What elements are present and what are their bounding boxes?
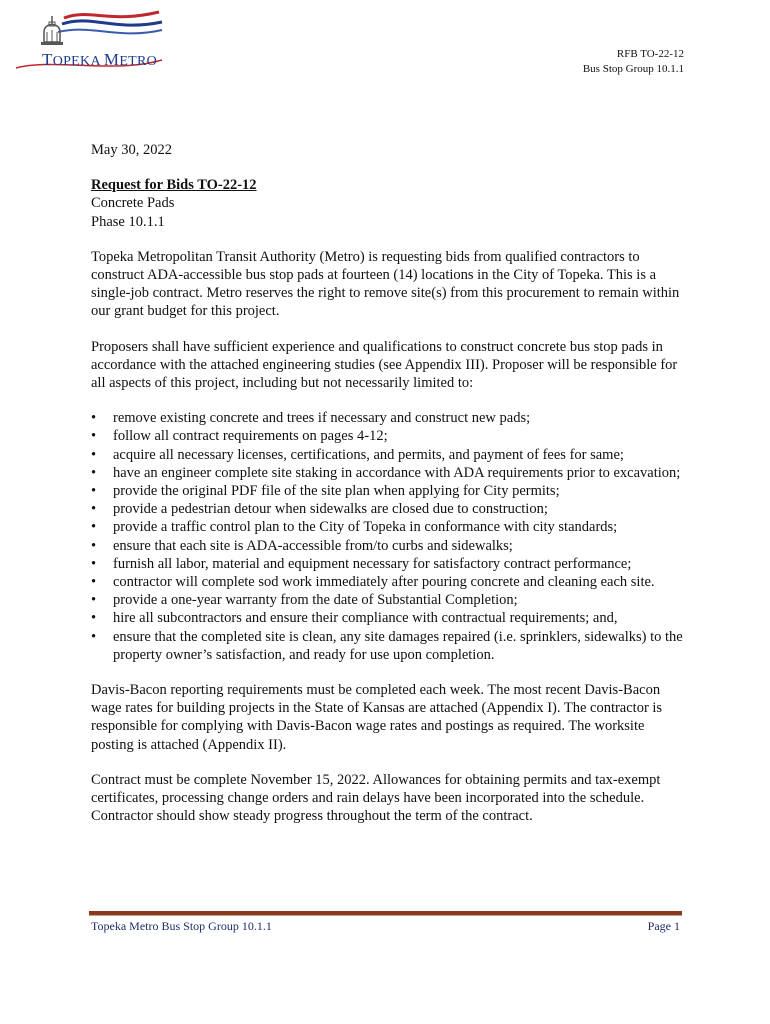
list-item: • have an engineer complete site staking in accordance with ADA requirements prior to excavation; <box>91 464 681 481</box>
list-item: • remove existing concrete and trees if necessary and construct new pads; <box>91 410 531 427</box>
logo-wordmark: TOPEKA METRO <box>42 50 158 69</box>
footer-divider-thin <box>89 915 682 916</box>
bullet-icon: • <box>91 574 97 591</box>
letter-date: May 30, 2022 <box>91 142 172 158</box>
qualifications-paragraph: Proposers shall have sufficient experience and qualifications to construct concrete bus stop pads in accordance with the attached engineering studies (see Appendix III). Proposer will be responsible for all aspects of this project, including but not necessarily limited to: <box>91 338 678 392</box>
document-reference <box>583 47 684 77</box>
bullet-icon: • <box>91 555 97 572</box>
topeka-metro-logo <box>14 8 164 72</box>
ref-group: Bus Stop Group 10.1.1 <box>582 63 684 75</box>
bullet-icon: • <box>91 464 97 481</box>
bullet-icon: • <box>91 592 97 609</box>
davis-bacon-paragraph: Davis-Bacon reporting requirements must be completed each week. The most recent Davis-Bacon wage rates for building projects in the State of Kansas are attached (Appendix I). The contractor is responsible for complying with Davis-Bacon wage rates and postings as required. The worksite posting is attached (Appendix II). <box>91 682 663 753</box>
requirements-list <box>91 409 686 664</box>
bullet-icon: • <box>91 501 97 518</box>
list-item: • provide a pedestrian detour when sidewalks are closed due to construction; <box>91 501 548 518</box>
bullet-icon: • <box>91 628 97 645</box>
letter-body <box>91 141 686 826</box>
list-item: • contractor will complete sod work immediately after pouring concrete and cleaning each site. <box>91 574 655 591</box>
rfb-title: Request for Bids TO-22-12 <box>91 177 257 194</box>
intro-paragraph: Topeka Metropolitan Transit Authority (Metro) is requesting bids from qualified contractors to construct ADA-accessible bus stop pads at fourteen (14) locations in the City of Topeka. This is a single-job contract. Metro reserves the right to remove site(s) from this procurement to remain within our grant budget for this project. <box>91 248 680 320</box>
footer-page-number: Page 1 <box>647 919 680 933</box>
ref-number: RFB TO-22-12 <box>616 48 684 60</box>
list-item: • provide a one-year warranty from the date of Substantial Completion; <box>91 592 518 609</box>
list-item: • acquire all necessary licenses, certifications, and permits, and payment of fees for same; <box>91 446 624 463</box>
bullet-icon: • <box>91 519 97 536</box>
list-item: • ensure that each site is ADA-accessible from/to curbs and sidewalks; <box>91 537 513 554</box>
bullet-icon: • <box>91 610 97 627</box>
rfb-subtitle-phase: Phase 10.1.1 <box>91 213 165 230</box>
footer-document-name: Topeka Metro Bus Stop Group 10.1.1 <box>91 919 272 933</box>
list-item: • furnish all labor, material and equipment necessary for satisfactory contract performance; <box>91 555 632 572</box>
bullet-icon: • <box>91 428 97 445</box>
bullet-icon: • <box>91 446 97 463</box>
bullet-icon: • <box>91 483 97 500</box>
rfb-subtitle-concrete: Concrete Pads <box>91 195 175 212</box>
completion-paragraph: Contract must be complete November 15, 2022. Allowances for obtaining permits and tax-exempt certificates, processing change orders and rain delays have been incorporated into the schedule. Contractor should show steady progress throughout the term of the contract. <box>91 771 661 825</box>
list-item: • provide the original PDF file of the site plan when applying for City permits; <box>91 483 560 500</box>
bullet-icon: • <box>91 537 97 554</box>
list-item: • hire all subcontractors and ensure their compliance with contractual requirements; and, <box>91 610 618 627</box>
list-item: • provide a traffic control plan to the City of Topeka in conformance with city standards; <box>91 519 618 536</box>
bullet-icon: • <box>91 410 97 427</box>
list-item: • follow all contract requirements on pages 4-12; <box>91 428 388 445</box>
list-item: • ensure that the completed site is clean, any site damages repaired (i.e. sprinklers, sidewalks) to the property owner’s satisfaction, and ready for use upon completion. <box>91 628 683 663</box>
